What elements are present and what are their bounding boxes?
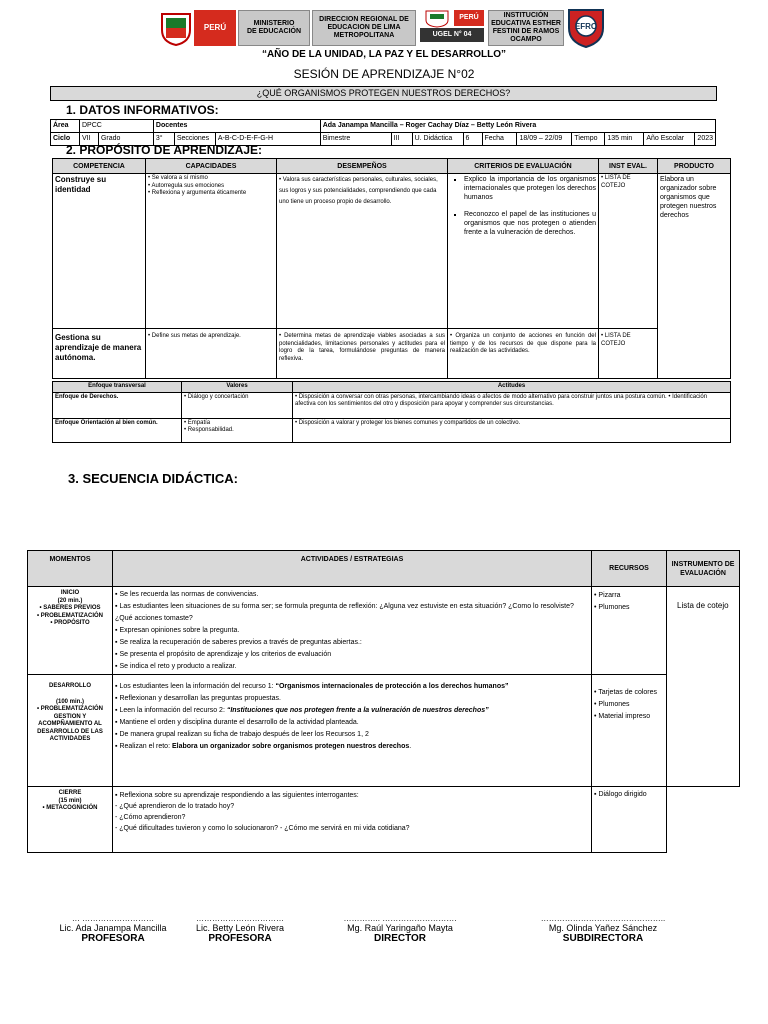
firma-2: …………………………… Lic. Betty León Rivera PROFESORA	[195, 914, 285, 944]
enfoques-table	[52, 381, 731, 443]
competencia-2: Gestiona su aprendizaje de manera autónoma.	[53, 329, 146, 379]
peru-shield-logo	[158, 10, 194, 46]
ciclo-value: VII	[79, 133, 98, 146]
unidad-value: 6	[463, 133, 482, 146]
fecha-value: 18/09 – 22/09	[517, 133, 572, 146]
session-question: ¿QUÉ ORGANISMOS PROTEGEN NUESTROS DERECHOS?	[50, 86, 717, 101]
tiempo-value: 135 min	[605, 133, 644, 146]
firma-3: ………….. ………………………. Mg. Raúl Yaringaño Mayta DIRECTOR	[343, 914, 457, 944]
unidad-label: U. Didáctica	[412, 133, 463, 146]
actitudes-2: • Disposición a valorar y proteger los bienes comunes y compartidos de un colectivo.	[293, 418, 731, 442]
peru-brand: PERÚ	[194, 10, 236, 46]
producto: Elabora un organizador sobre organismos que protegen nuestros derechos	[658, 174, 731, 379]
fecha-label: Fecha	[482, 133, 517, 146]
col-desempenos: DESEMPEÑOS	[277, 159, 448, 174]
grado-value: 3°	[153, 133, 174, 146]
inst-eval-1: • LISTA DE COTEJO	[599, 174, 658, 329]
momento-cierre: CIERRE (15 min) • METACOGNICIÓN	[28, 787, 113, 853]
valores-1: • Diálogo y concertación	[182, 392, 293, 418]
col-inst-eval: INST EVAL.	[599, 159, 658, 174]
instrumento-evaluacion: Lista de cotejo	[667, 587, 740, 787]
col-producto: PRODUCTO	[658, 159, 731, 174]
datos-table	[50, 119, 716, 146]
col-momentos: MOMENTOS	[28, 551, 113, 587]
grado-label: Grado	[98, 133, 153, 146]
capacidades-2: • Define sus metas de aprendizaje.	[146, 329, 277, 379]
col-actividades: ACTIVIDADES / ESTRATEGIAS	[113, 551, 592, 587]
tiempo-label: Tiempo	[572, 133, 605, 146]
secciones-label: Secciones	[174, 133, 215, 146]
actividades-inicio: ▪ Se les recuerda las normas de convivencias. ▪ Las estudiantes leen situaciones de su forma ser; se formula pregunta de reflexión: ¿Alguna vez estuviste en esta situación? ¿Como lo resolviste? ¿Qué acciones tomaste? ▪ Expresan opiniones sobre la pregunta. ▪ Se realiza la recuperación de saberes previos a través de preguntas abiertas.: ▪ Se presenta el propósito de aprendizaje y los criterios de evaluación ▪ Se indica el reto y producto a realizar.	[113, 587, 592, 675]
school-crest-logo	[566, 6, 606, 48]
col-competencia: COMPETENCIA	[53, 159, 146, 174]
actividades-desarrollo: ▪ Los estudiantes leen la información del recurso 1: “Organismos internacionales de protección a los derechos humanos” ▪ Reflexionan y desarrollan las preguntas propuestas. ▪ Leen la información del recurso 2: “Instituciones que nos protegen frente a la vulneración de nuestros derechos” ▪ Mantiene el orden y disciplina durante el desarrollo de la actividad planteada. ▪ De manera grupal realizan su ficha de trabajo después de leer los Recursos 1, 2 ▪ Realizan el reto: Elabora un organizador sobre organismos protegen nuestros derechos.	[113, 675, 592, 787]
momento-desarrollo: DESARROLLO (100 min.) • PROBLEMATIZACIÓN GESTION Y ACOMPÑAMIENTO AL DESARROLLO DE LAS ACTIVIDADES	[28, 675, 113, 787]
bimestre-value: III	[391, 133, 412, 146]
section-datos-heading: 1. DATOS INFORMATIVOS:	[66, 103, 219, 117]
ciclo-label: Ciclo	[51, 133, 80, 146]
docentes-label: Docentes	[153, 120, 320, 133]
motto: “AÑO DE LA UNIDAD, LA PAZ Y EL DESARROLLO”	[261, 49, 507, 60]
instrumento-cierre-empty	[667, 787, 740, 853]
section-proposito-heading: 2. PROPÓSITO DE APRENDIZAJE:	[66, 143, 263, 157]
enfoque-2: Enfoque Orientación al bien común.	[53, 418, 182, 442]
competencia-1: Construye su identidad	[53, 174, 146, 329]
firma-4: ……………………………………….. Mg. Olinda Yañez Sánchez SUBDIRECTORA	[540, 914, 666, 944]
area-label: Área	[51, 120, 80, 133]
valores-2: • Empatía • Responsabilidad.	[182, 418, 293, 442]
valores-header: Valores	[182, 382, 293, 393]
session-title: SESIÓN DE APRENDIZAJE N°02	[293, 67, 475, 81]
recursos-inicio: • Pizarra • Plumones	[592, 587, 667, 675]
dre-logo: DIRECCION REGIONAL DE EDUCACION DE LIMA METROPOLITANA	[312, 10, 416, 46]
section-secuencia-heading: 3. SECUENCIA DIDÁCTICA:	[68, 471, 238, 486]
anio-value: 2023	[695, 133, 716, 146]
desempeno-1: • Valora sus características personales, culturales, sociales, sus logros y sus potencialidades, comprendiendo que cada uno tiene un proceso propio de desarrollo.	[277, 174, 448, 329]
area-value: DPCC	[79, 120, 153, 133]
col-recursos: RECURSOS	[592, 551, 667, 587]
desempeno-2: • Determina metas de aprendizaje viables asociadas a sus potencialidades, limitaciones personales y actitudes para el logro de la tarea, formulándose preguntas de manera reflexiva.	[277, 329, 448, 379]
proposito-table	[52, 158, 731, 379]
criterios-2: • Organiza un conjunto de acciones en función del tiempo y de los recursos de que dispone para la realización de las actividades.	[448, 329, 599, 379]
actividades-cierre: ▪ Reflexiona sobre su aprendizaje respondiendo a las siguientes interrogantes: - ¿Qué aprendieron de lo tratado hoy? - ¿Cómo aprendieron? - ¿Qué dificultades tuvieron y como lo solucionaron? - ¿Cómo me servirá en mi vida cotidiana?	[113, 787, 592, 853]
col-criterios: CRITERIOS DE EVALUACIÓN	[448, 159, 599, 174]
capacidades-1: • Se valora a sí mismo • Autorregula sus emociones • Reflexiona y argumenta éticamente	[146, 174, 277, 329]
actitudes-header: Actitudes	[293, 382, 731, 393]
ugel-logo: PERÚ UGEL N° 04	[420, 10, 484, 44]
firma-1: … ……………………… Lic. Ada Janampa Mancilla PROFESORA	[59, 914, 167, 944]
recursos-desarrollo: • Tarjetas de colores • Plumones • Material impreso	[592, 675, 667, 787]
actitudes-1: • Disposición a conversar con otras personas, intercambiando ideas o afectos de modo alternativo para construir juntos una postura común. • Identificación afectiva con los sentimientos del otro y disposición para apoyar y comprender sus circunstancias.	[293, 392, 731, 418]
docentes-value: Ada Janampa Mancilla – Roger Cachay Díaz – Betty León Rivera	[320, 120, 715, 133]
recursos-cierre: ▪ Diálogo dirigido	[592, 787, 667, 853]
momento-inicio: INICIO (20 min.) • SABERES PREVIOS • PROBLEMATIZACIÓN • PROPÓSITO	[28, 587, 113, 675]
enfoque-header: Enfoque transversal	[53, 382, 182, 393]
criterios-1: ▪ Explico la importancia de los organismos internacionales que protegen los derechos humanos ▪ Reconozco el papel de las instituciones u organismos que nos protegen o atienden frente a la vulneración de derechos.	[448, 174, 599, 329]
inst-eval-2: • LISTA DE COTEJO	[599, 329, 658, 379]
svg-text:EFRO: EFRO	[574, 22, 598, 31]
col-instrumento: INSTRUMENTO DE EVALUACIÓN	[667, 551, 740, 587]
secciones-value: A-B-C-D-E-F-G-H	[215, 133, 320, 146]
enfoque-1: Enfoque de Derechos.	[53, 392, 182, 418]
ministerio-logo: MINISTERIO DE EDUCACIÓN	[238, 10, 310, 46]
institucion-logo: INSTITUCIÓN EDUCATIVA ESTHER FESTINI DE RAMOS OCAMPO	[488, 10, 564, 46]
anio-label: Año Escolar	[644, 133, 695, 146]
bimestre-label: Bimestre	[320, 133, 391, 146]
secuencia-table	[27, 550, 740, 853]
col-capacidades: CAPACIDADES	[146, 159, 277, 174]
